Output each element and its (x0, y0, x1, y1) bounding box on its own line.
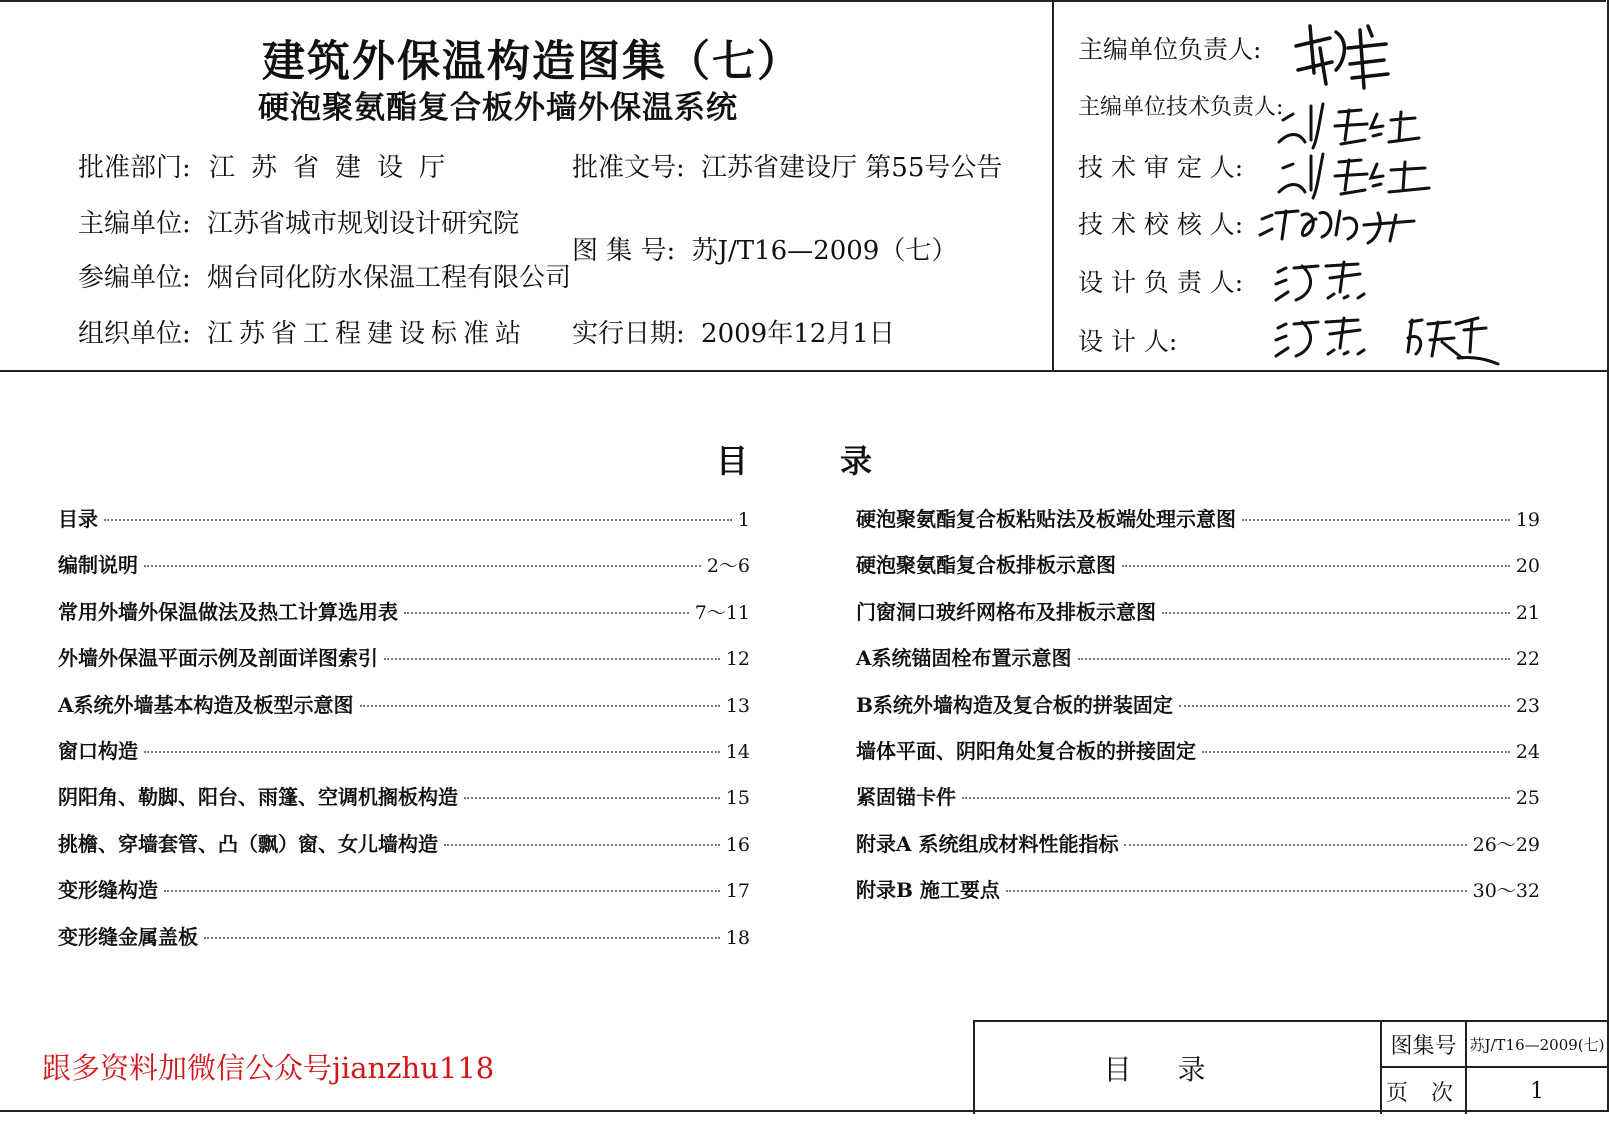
toc-leader-dots (104, 519, 732, 521)
toc-leader-dots (1078, 658, 1510, 660)
toc-item-page: 24 (1515, 740, 1540, 763)
watermark-text: 跟多资料加微信公众号jianzhu118 (42, 1051, 495, 1085)
toc-item-title: 硬泡聚氨酯复合板排板示意图 (856, 553, 1116, 578)
toc-item-page: 19 (1515, 509, 1540, 531)
approval-dept-label: 批准部门: (78, 153, 191, 183)
toc-leader-dots (1124, 844, 1466, 846)
toc-item-page: 30～32 (1472, 880, 1540, 903)
page-number-label: 页 次 (1386, 1080, 1461, 1106)
toc-item-title: 附录A 系统组成材料性能指标 (856, 831, 1119, 856)
toc-item-title: 阴阳角、勒脚、阳台、雨篷、空调机搁板构造 (58, 785, 458, 810)
toc-item-page: 17 (725, 880, 750, 903)
atlas-no-row (572, 230, 957, 267)
toc-item-title: 目录 (58, 507, 98, 531)
approval-doc-value: 江苏省建设厅 第55号公告 (701, 153, 1003, 183)
approval-dept-value: 江苏省建设厅 (209, 153, 462, 183)
toc-item-page: 1 (737, 509, 750, 531)
toc-item-page: 25 (1515, 787, 1540, 810)
toc-item-title: 编制说明 (58, 553, 138, 578)
toc-item-page: 20 (1515, 555, 1540, 578)
toc-item[interactable] (856, 874, 1540, 920)
signature-row (1078, 148, 1243, 184)
toc-leader-dots (164, 890, 720, 892)
toc-leader-dots (1162, 612, 1510, 614)
toc-leader-dots (1122, 565, 1510, 567)
toc-item-title: 门窗洞口玻纤网格布及排板示意图 (856, 599, 1156, 624)
toc-leader-dots (1202, 751, 1510, 753)
approval-dept-row (78, 147, 461, 184)
toc-item-page: 7～11 (694, 601, 750, 624)
effective-date-row (572, 313, 895, 350)
toc-item[interactable] (856, 642, 1540, 688)
toc-item-title: 窗口构造 (58, 738, 138, 763)
toc-item[interactable] (58, 642, 750, 688)
toc-item[interactable] (856, 503, 1540, 549)
signature-label: 主编单位技术负责人: (1078, 95, 1284, 120)
co-editor-row (78, 257, 571, 294)
toc-item-title: 外墙外保温平面示例及剖面详图索引 (58, 646, 378, 671)
toc-item-page: 26～29 (1472, 833, 1540, 856)
toc-item-page: 16 (725, 833, 750, 856)
toc-item[interactable] (856, 596, 1540, 642)
toc-item-page: 23 (1515, 694, 1540, 717)
toc-item-title: A系统锚固栓布置示意图 (856, 646, 1072, 671)
atlas-no-value: 苏J/T16—2009（七） (691, 236, 958, 266)
organizer-label: 组织单位: (78, 319, 191, 349)
toc-item[interactable] (58, 874, 750, 920)
toc-item-page: 2～6 (706, 555, 750, 578)
toc-item-page: 15 (725, 787, 750, 810)
toc-item-page: 21 (1515, 601, 1540, 624)
toc-item-title: 墙体平面、阴阳角处复合板的拼接固定 (856, 738, 1196, 763)
atlas-no-label: 图 集 号: (572, 236, 676, 266)
toc-item-title: 紧固锚卡件 (856, 785, 956, 810)
toc-item-title: 变形缝金属盖板 (58, 924, 198, 949)
toc-item-page: 22 (1515, 648, 1540, 671)
header-divider (1052, 0, 1054, 370)
toc-item[interactable] (856, 689, 1540, 735)
toc-leader-dots (962, 797, 1510, 799)
toc-leader-dots (360, 705, 720, 707)
signature-label: 设 计 人: (1078, 327, 1178, 356)
toc-item-title: 变形缝构造 (58, 878, 158, 903)
toc-item-title: A系统外墙基本构造及板型示意图 (58, 692, 354, 717)
title-block-name: 目录 (1103, 1053, 1252, 1086)
toc-right-column (856, 503, 1540, 921)
handwritten-signature (1275, 100, 1425, 152)
effective-date-label: 实行日期: (572, 319, 685, 349)
page-number-value: 1 (1530, 1078, 1544, 1104)
signature-label: 设 计 负 责 人: (1078, 268, 1244, 297)
toc-item[interactable] (58, 503, 750, 549)
signature-label: 技 术 审 定 人: (1078, 153, 1244, 182)
toc-leader-dots (204, 937, 720, 939)
toc-leader-dots (464, 797, 720, 799)
toc-item-page: 12 (725, 648, 750, 671)
signature-row (1078, 263, 1243, 299)
header-block (0, 0, 1609, 372)
signature-label: 技 术 校 核 人: (1078, 210, 1244, 239)
toc-item-title: 附录B 施工要点 (856, 878, 1000, 903)
co-editor-value: 烟台同化防水保温工程有限公司 (207, 263, 572, 293)
toc-item-page: 18 (725, 926, 750, 949)
organizer-value: 江苏省工程建设标准站 (207, 319, 528, 349)
chief-editor-value: 江苏省城市规划设计研究院 (207, 209, 520, 239)
chief-editor-row (78, 203, 519, 240)
toc-leader-dots (384, 658, 720, 660)
toc-item-title: 挑檐、穿墙套管、凸（飘）窗、女儿墙构造 (58, 831, 438, 856)
toc-item-title: B系统外墙构造及复合板的拼装固定 (856, 692, 1173, 717)
handwritten-signature (1275, 152, 1435, 204)
handwritten-signature (1272, 312, 1512, 368)
toc-leader-dots (1006, 890, 1467, 892)
toc-leader-dots (1179, 705, 1510, 707)
signature-row (1078, 205, 1243, 241)
toc-item[interactable] (58, 596, 750, 642)
toc-item[interactable] (856, 828, 1540, 874)
drawing-title-block (973, 1020, 1609, 1114)
toc-item[interactable] (856, 781, 1540, 827)
handwritten-signature (1272, 258, 1382, 308)
toc-left-column (58, 503, 750, 967)
approval-doc-label: 批准文号: (572, 153, 685, 183)
toc-item[interactable] (58, 781, 750, 827)
toc-item[interactable] (58, 549, 750, 595)
organizer-row (78, 313, 527, 350)
toc-leader-dots (404, 612, 689, 614)
toc-item[interactable] (58, 735, 750, 781)
effective-date-value: 2009年12月1日 (701, 319, 895, 349)
signature-label: 主编单位负责人: (1078, 35, 1262, 64)
atlas-number-label: 图集号 (1390, 1033, 1457, 1059)
toc-item-title: 硬泡聚氨酯复合板粘贴法及板端处理示意图 (856, 507, 1236, 531)
approval-doc-row (572, 147, 1002, 184)
toc-item[interactable] (856, 549, 1540, 595)
co-editor-label: 参编单位: (78, 263, 191, 293)
signature-row (1078, 90, 1283, 121)
toc-title: 目录 (716, 442, 965, 480)
toc-item[interactable] (58, 689, 750, 735)
chief-editor-label: 主编单位: (78, 209, 191, 239)
toc-item[interactable] (856, 735, 1540, 781)
toc-leader-dots (144, 751, 720, 753)
page-subtitle: 硬泡聚氨酯复合板外墙外保温系统 (258, 90, 738, 126)
atlas-number-value: 苏J/T16—2009(七) (1469, 1035, 1605, 1054)
toc-item[interactable] (58, 828, 750, 874)
toc-item-page: 14 (725, 740, 750, 763)
toc-leader-dots (1242, 519, 1510, 521)
toc-leader-dots (444, 844, 720, 846)
toc-item-page: 13 (725, 694, 750, 717)
signature-row (1078, 30, 1261, 66)
handwritten-signature (1258, 205, 1418, 249)
toc-leader-dots (144, 565, 701, 567)
toc-item[interactable] (58, 921, 750, 967)
toc-item-title: 常用外墙外保温做法及热工计算选用表 (58, 599, 398, 624)
signature-row (1078, 322, 1177, 358)
page-title: 建筑外保温构造图集（七） (262, 37, 802, 87)
handwritten-signature (1290, 18, 1410, 98)
